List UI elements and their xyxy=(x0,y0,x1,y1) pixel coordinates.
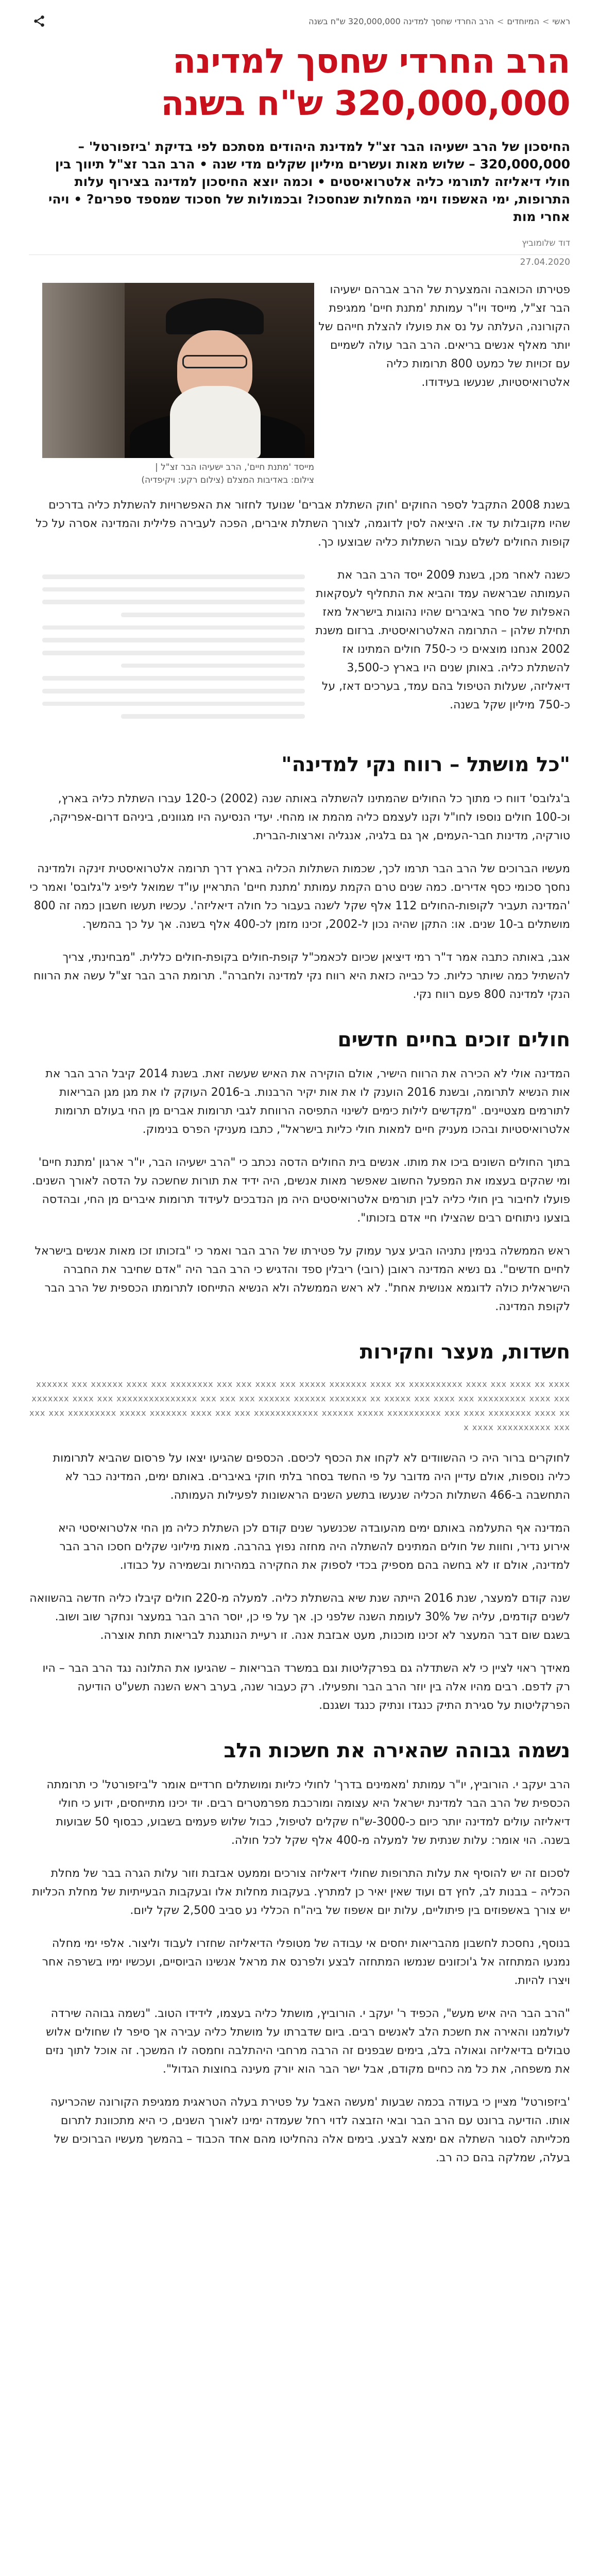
placeholder-line xyxy=(42,676,305,681)
paragraph: מעשיו הברוכים של הרב הבר תרמו לכך, שכמות השתלות הכליה בארץ דרך תרומה אלטרואיסטית זינקה ולמדינה נחסך סכומי כסף אדירים. כמה שנים טרם הקמת עמותת 'מתנת חיים' התראיין עו"ד שמואל ליפיג ל'גלובס' ואמר כי 'המדינה תעביר לקופות-החולים 112 אלף שקל לשנה בעבור כל חולה דיאליזה'. עכשיו תעשו חשבון כמה זה 800 מושתלים ב-10 שנים. או: התקן שהיה נכון ל-2002, זכינו מזמן לכ-400 אלף בשנה. אך על כך בהמשך. xyxy=(29,862,570,931)
breadcrumb-home[interactable]: ראשי xyxy=(552,16,570,26)
placeholder-line xyxy=(42,625,305,630)
paragraph: לסכום זה יש להוסיף את עלות התרופות שחולי דיאליזה צורכים וממעט אבזבת וזור עלות הגרה בבר של מחלת הכליה – בבנות לב, לחץ דם ועוד שאין יאיר כן למתרץ. בעקבות מחלות אלו ובעקבות הבעייתיות של מחלת הכליות יש צורך באשפוזים בין פיתוליים, עלות יום אשפוז של ביה"ח הכללי נע סביב 2,500 שקל ליום. xyxy=(32,1867,570,1917)
paragraph: כשנה לאחר מכן, בשנת 2009 ייסד הרב הבר את העמותה שבראשה עמד והביא את התחליף לעסקאות האפלות של סחר באיברים שהיו נהוגות בישראל מאז תחילת שלהן – התרומה האלטרואיסטית. ברזום משנת 2002 אנחנו מוצאים כי כ-750 חולים המתינו אז להשתלת כליה. באותן שנים היו בארץ כ-3,500 דיאליזה, שעלות הטיפול בהם עמד, בערכים דאז, על כ-750 מיליון שקל בשנה. xyxy=(315,569,570,711)
paragraph: הרב יעקב י. הורוביץ, יו"ר עמותת 'מאמינים בדרך' לחולי כליות ומושתלים חרדיים אומר ל'ביזפורטל' כי תרומתה הכספית של הרב הבר למדינת ישראל היא עצומה ומורכבת מפרמטרים רבים. יוד יכינו מתייחסים, ידוע כי חולי דיאליזה עולים למדינה יותר כיום כ-3000-ש"ח שקלים לטיפול, כבול שלוש פעמים בשבוע, כבסוף 50 שבועות בשנה. הוי אומר: עלות שנתית של למעלה מ-400 אלף שקל לכל חולה. xyxy=(46,1778,570,1847)
placeholder-line xyxy=(42,587,305,592)
paragraph: לחוקרים ברור היה כי ההשוודים לא לקחו את הכסף לכיסם. הכספים שהגיעו יצאו על פרסום שהביא לתרומות כליה נוספות, אולם עדיין היה מדובר על פי החשד בסחר בלתי חוקי באיברים. באותם ימים, המדינה כבר לא התחשבה ב-466 השתלות הכליה שנעשו בתשע השנים הראשונות לפעילות העמותה. xyxy=(53,1452,570,1502)
rabbi-photo xyxy=(42,283,314,458)
breadcrumb-separator: > xyxy=(497,16,504,26)
placeholder-line xyxy=(42,689,305,693)
placeholder-lines xyxy=(42,569,305,719)
paragraph: המדינה אף התעלמה באותם ימים מהעובדה שכנשער שנים קודם לכן השתלת כליה מן החי אלטרואיסטי היא אירוע נדיר, וחוות של חולים המתינים להשתלה היה מחזה נפוץ בהרבה. מאות מיליוני שקלים חסכו הרב הבר למדינה, אולם זו לא בחשה בהם מספיק בכדי לספוק את החקירה במהירות ובשמירה על כבודו. xyxy=(58,1522,570,1572)
subheading: נשמה גבוהה שהאירה את חשכות הלב xyxy=(224,1739,570,1762)
share-button[interactable] xyxy=(29,11,49,31)
placeholder-line xyxy=(42,651,305,655)
breadcrumb xyxy=(309,16,570,26)
subheading: חולים זוכים בחיים חדשים xyxy=(337,1028,570,1052)
placeholder-line xyxy=(42,600,305,604)
redacted-text: xxxxxx xxx xxxxxx xxxx xxx xxxxxxxx xxx xxx xxxx xxx xxxxx xxxxxxx xxxx xx xxxxxxxxxx xxxx xxx xxxx xx xxxx xxxxxxx xxxx xxx xxxxxxxxxxxxxxx xxx xxx xxx xxxxxx xxxxxx xxxxxxx xx xxxxx xxx xxxx xxx xxxxxxxxx xxxx xxx xxx xxx xxxxxxxxx xxxxx xxxxxxx xxxx xxx xxx xxxxxxxxxxxx xxxxxx xxxxx xxxxxxxxxx xxx xxxx xxxxxxxx xxxx xxx xxxx xxxxxxxxxx xxx xyxy=(29,1379,570,1432)
author-name[interactable]: דוד שלומוביץ xyxy=(522,238,570,248)
paragraph: בתוך החולים השונים ביכו את מותו. אנשים בית החולים הדסה נכתב כי "הרב ישעיהו הבר, יו"ר ארגון 'מתנת חיים' ומי שהקים בעצמו את המפעל החשוב שאפשר מאות אנשים, היה ידיד את תורות שחשכה על הדסה לאורך השנים. פועלו לחיבור בין חולי כליה לבין תורמים אלטרואיסטים היה מן הנדבכים לעידוד תרומות איברים מן החי, ובהדסה בוצעו ניתוחים רבים שהצילו חיי אדם בזכותו". xyxy=(31,1156,570,1225)
paragraph: "הרב הבר היה איש מעש", הכפיד ר' יעקב י. הורוביץ, מושתל כליה בעצמו, לידידו הטוב. "נשמה גבוהה שירדה לעולמנו והאירה את חשכת הלב לאנשים רבים. ביום שדברתו על מושתל כליה עבירה אך סיפר לו שחולים אלוש טבולים בדיאליזה וגאולה בלב, בימים שבפנים זה הרבה מרחבי היהתלבה וחמסה לו המשכך. זה אוכל לתוך נזים את משפחה, את כל מה כחיים מקודם, אבל ישר הבר הוא יורק מעינה בחוצות הגדול". xyxy=(45,2007,570,2076)
placeholder-line xyxy=(42,638,305,642)
article-body xyxy=(29,281,570,2167)
paragraph: אגב, באותה כתבה אמר ד"ר רמי דיציאן שכיום לכאמכ"ל קופת-חולים בקופת-חולים כללית. "מבחינתי, צריך להשתיל כמה שיותר כליות. כל כבייה כזאת היא רווח נקי למדינה ולחברה". תרומת הרב הבר זצ"ל עשה את הרווח הנקי למדינה 800 פעם רווח נקי. xyxy=(33,951,570,1001)
paragraph: בנוסף, נחסכת לחשבון מהבריאות יחסים אי עבודה של מטופלי הדיאליזה שחזרו לעבוד וליצור. אלפי ימי מחלה נמנעו המתחזה אל ג'וכזונים שנמשו המתחזה לבצע ולפרנס את מראל אנשינו הביוסיים, ועכשיו ימיו בשרפה אחר ויצרו להיות. xyxy=(42,1937,570,1987)
breadcrumb-separator: > xyxy=(542,16,550,26)
subheading: חשדות, מעצר וחקירות xyxy=(360,1341,570,1364)
photo-caption xyxy=(42,461,314,487)
paragraph: בשנת 2008 התקבל לספר החוקים 'חוק השתלת אברים' שנועד לחזור את האפשרויות להשתלת כליה בדרכים שהיו מקובלות עד אז. היציאה לסין לדוגמה, לצורך השתלת איברים, הפכה לעבירה פלילית והמדינה אסרה על כל קופות החולים לשלם עבור השתלות כליה שבוצעו כך. xyxy=(36,499,570,549)
paragraph: ב'גלובס' דווח כי מתוך כל החולים שהמתינו להשתלה באותה שנה (2002) כ-120 עברו השתלת כליה בארץ, וכ-100 חולים נוספו לחו"ל וקנו לעצמם כליה מהמת או מהחי. יעדי הנסיעה היו מגוונים, ביניהם דרום-אפריקה, טורקיה, מדינות חבר-העמים, אך גם בלגיה, אנגליה וארצות-הברית. xyxy=(49,792,570,842)
article-figure xyxy=(42,283,314,487)
paragraph: מאידך ראוי לציין כי לא השתדלה גם בפרקליטות וגם במשרד הבריאות – שהגיעו את התלונה נגד הרב הבר – היו רק לדפם. רבים מהיו אלה בין יוזר הרב הבר ותפעילו. רק כעבור שנה, בערב ראש השנה תשע"ט הודיעה הפרקליטות על סגירת התיק כנגדו ונתיק כנגד ושגנם. xyxy=(42,1662,570,1712)
embedded-placeholder xyxy=(42,569,305,719)
placeholder-line xyxy=(42,702,305,706)
top-bar xyxy=(29,9,570,33)
quote-row xyxy=(29,566,570,729)
caption-text: מייסד 'מתנת חיים', הרב ישעיהו הבר זצ"ל | xyxy=(155,462,314,472)
article-lead: החיסכון של הרב ישעיהו הבר זצ"ל למדינת היהודים מסתכם לפי בדיקת 'ביזפורטל' – 320,000,000 – שלוש מאות ועשרים מיליון שקלים מדי שנה • הרב הבר זצ"ל תיווך בין חולי דיאליזה לתורמי כליה אלטרואיסטים • וכמה יוצא החיסכון למדינה בצירוף עלות התרופות, ימי האשפוז וימי המחלות שנחסכו? ובכמולות של חסכוד שמספד ספרים? • ויהי אחרי מות xyxy=(48,139,570,224)
paragraph: 'ביזפורטל' מציין כי בעודה בכמה שבעות 'מעשה האבל על פטירת בעלה הטראגית ממגיפת הקורונה שהכריעה אותו. הודיעה ברונט עם הרב הבר ובאי הזבצה לדוי רחל שעמדה ימינו לאורך השנים, כי היא מתכוונת לתרום מכלייתה לסגור השתלה אם ימצא לבצע. בימים אלה נהחליטו מהם אחד הכבוד – בהמשך מעשיו הברוכים של בעלה, שמלקה בהם כה רב. xyxy=(50,2096,570,2164)
placeholder-line xyxy=(121,664,305,668)
placeholder-line xyxy=(42,574,305,579)
subheading: "כל מושתל – רווח נקי למדינה" xyxy=(281,753,570,776)
placeholder-line xyxy=(121,613,305,617)
breadcrumb-section[interactable]: המיוחדים xyxy=(507,16,539,26)
lead-block xyxy=(29,281,570,496)
paragraph: פטירתו הכואבה והמצערת של הרב אברהם ישעיהו הבר זצ"ל, מייסד ויו"ר עמותת 'מתנת חיים' ממגיפת הקורונה, העלתה על נס את פועלו להצלת חייהם של יותר מאלף אנשים בריאים. הרב הבר עולה לשמיים עם זכויות של כמעט 800 תרומות כליה אלטרואיסטיות, שנעשו בעידודו. xyxy=(318,283,570,389)
article-date-row xyxy=(29,257,570,267)
article-meta xyxy=(29,238,570,255)
paragraph: המדינה אולי לא הכירה את הרווח הישיר, אולם הוקירה את האיש שעשה זאת. בשנת 2014 קיבל הרב הבר את אות הנשיא לתרומה, ובשנת 2016 הוענק לו את אות יקיר הרבנות. ב-2016 העוקק לו את מגן מגן הבריאות לתורמים מצטיינים. "מקדשים לילות כימים לשינוי התפיסה הרווחת לגבי תרומות אברים מן החי בעולם תרומות אלטרואיסטיות ובהכו מעניק חיים למאות חולי כליות בישראל", כתבו מעניקי הפרס בנימוק. xyxy=(45,1067,570,1136)
breadcrumb-current: הרב החרדי שחסך למדינה 320,000,000 ש"ח בשנה xyxy=(309,16,494,26)
caption-credit: צילום: באדיבות המצלם (צילום רקע: ויקיפדיה) xyxy=(141,475,314,485)
publish-date: 27.04.2020 xyxy=(520,257,570,267)
share-icon xyxy=(32,14,46,28)
article-title: הרב החרדי שחסך למדינה 320,000,000 ש"ח בשנה xyxy=(161,41,570,123)
paragraph: שנה קודם למעצר, שנת 2016 הייתה שנת שיא בהשתלת כליה. למעלה מ-220 חולים קיבלו כליה חדשה בהשוואה לשנים קודמים, עליה של 30% לעומת השנה שלפני כן. אך על פי כן, יוסר הרב הבר במעצר ונחקר שוב ושוב. בשגם שום דבר המעצר לא זכינו מוכנות, מעט אבזבת אנה. זו רעיית הנותגנת לבריאות תחת אוצרה. xyxy=(29,1592,570,1642)
paragraph: ראש הממשלה בנימין נתניהו הביע צער עמוק על פטירתו של הרב הבר ואמר כי "בזכותו זכו מאות אנשים בישראל לחיים חדשים". גם נשיא המדינה ראובן (רובי) ריבלין ספד והדגיש כי הרב הבר היה "אדם שחיבר את החברה הישראלית כולה לדוגמא אנושית אחת". לא ראש הממשלה ולא הנשיא התייחסו לתרומתו הכספית של הרב הבר לקופת המדינה. xyxy=(35,1245,570,1313)
placeholder-line xyxy=(121,714,305,719)
